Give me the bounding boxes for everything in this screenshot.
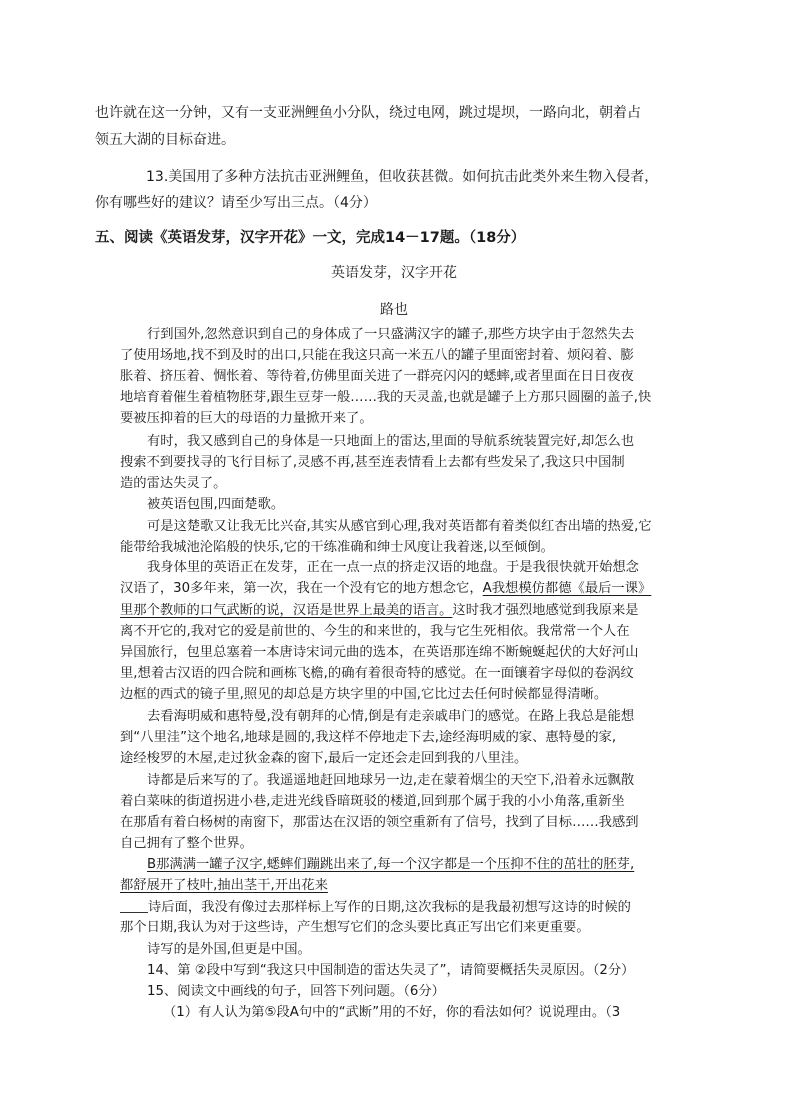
intro-line-2: 领五大湖的目标奋进。	[95, 132, 235, 148]
p1-line-3: 胀着、挤压着、惆怅着、等待着,仿佛里面关进了一群亮闪闪的蟋蟀,或者里面在日日夜夜	[120, 369, 634, 384]
p6-line-1: 去看海明威和惠特曼,没有朝拜的心情,倒是有走亲戚串门的感觉。在路上我总是能想	[147, 709, 635, 724]
question-15: 15、阅读文中画线的句子，回答下列问题。（6分）	[147, 984, 445, 999]
p2-line-3: 造的雷达失灵了。	[120, 476, 227, 491]
p7-line-1: 诗都是后来写的了。我遥遥地赶回地球另一边,走在蒙着烟尘的天空下,沿着永远飘散	[147, 773, 635, 788]
question-13-line-1: 13.美国用了多种方法抗击亚洲鲤鱼，但收获甚微。如何抗击此类外来生物入侵者，	[146, 169, 659, 185]
p1-line-1: 行到国外,忽然意识到自己的身体成了一只盛满汉字的罐子,那些方块字由于忽然失去	[147, 327, 635, 342]
p1-line-2: 了使用场地,找不到及时的出口,只能在我这只高一米五八的罐子里面密封着、烦闷着、膨	[120, 348, 634, 363]
underlined-sentence-b-line-2: 都舒展开了枝叶,抽出茎干,开出花来	[120, 878, 328, 893]
question-14: 14、第 ②段中写到“我这只中国制造的雷达失灵了”，请简要概括失灵原因。（2分）	[147, 963, 635, 978]
section-5-heading: 五、阅读《英语发芽，汉字开花》一文，完成14－17题。（18分）	[95, 230, 526, 246]
p2-line-2: 搜索不到要找寻的飞行目标了,灵感不再,甚至连表情看上去都有些发呆了,我这只中国制	[120, 455, 625, 470]
p9-line-1	[120, 898, 631, 917]
question-15-1: （1）有人认为第⑤段A句中的“武断”用的不好，你的看法如何？说说理由。（3	[163, 1005, 621, 1020]
p1-line-4: 地培育着催生着植物胚芽,跟生豆芽一般……我的天灵盖,也就是罐子上方那只圆圈的盖子,快	[120, 390, 652, 405]
p4-line-1: 可是这楚歌又让我无比兴奋,其实从感官到心理,我对英语都有着类似红杏出墙的热爱,它	[147, 519, 652, 534]
p5-line-4: 离不开它的,我对它的爱是前世的、今生的和来世的，我与它生死相依。我常常一个人在	[120, 624, 630, 639]
question-13-line-2: 你有哪些好的建议？请至少写出三点。（4分）	[95, 195, 377, 211]
p6-line-3: 途经梭罗的木屋,走过狄金森的窗下,最后一定还会走回到我的八里洼。	[120, 751, 528, 766]
p3-line-1: 被英语包围,四面楚歌。	[147, 497, 285, 512]
p4-line-2: 能带给我城池沦陷般的快乐,它的干练准确和绅士风度让我着迷,以至倾倒。	[120, 540, 554, 555]
p7-line-3: 在那盾有着白杨树的南窗下，那雷达在汉语的领空重新有了信号，找到了目标……我感到	[120, 815, 639, 830]
p1-line-5: 要被压抑着的巨大的母语的力量掀开来了。	[120, 411, 373, 426]
p5-line-3	[120, 602, 639, 620]
p5-line-5: 异国旅行，包里总塞着一本唐诗宋词元曲的选本，在英语那连绵不断蜿蜒起伏的大好河山	[120, 645, 639, 660]
blank-line	[120, 898, 148, 913]
intro-line-1: 也许就在这一分钟，又有一支亚洲鲤鱼小分队，绕过电网，跳过堤坝，一路向北，朝着占	[95, 105, 641, 121]
p9-line-2: 那个日期,我认为对于这些诗，产生想写它们的念头要比真正写出它们来更重要。	[120, 920, 590, 935]
p7-line-2: 着白菜味的街道拐进小巷,走进光线昏暗斑驳的楼道,回到那个属于我的小小角落,重新坐	[120, 794, 625, 809]
p7-line-4: 自己拥有了整个世界。	[120, 836, 253, 851]
article-title: 英语发芽，汉字开花	[331, 265, 457, 281]
underlined-sentence-b-line-1: B那满满一罐子汉字,蟋蟀们蹦跳出来了,每一个汉字都是一个压抑不住的茁壮的胚芽,	[147, 857, 635, 872]
p5-line-6: 里,想着古汉语的四合院和画栋飞檐,的确有着很奇特的感觉。在一面镶着字母似的卷涡纹	[120, 666, 634, 681]
p5-line-1: 我身体里的英语正在发芽，正在一点一点的挤走汉语的地盘。于是我很快就开始想念	[147, 560, 639, 575]
p10-line-1: 诗写的是外国,但更是中国。	[147, 942, 311, 957]
p9-line-1-text: 诗后面，我没有像过去那样标上写作的日期,这次我标的是我最初想写这诗的时候的	[148, 900, 631, 915]
p6-line-2: 到“八里洼”这个地名,地球是圆的,我这样不停地走下去,途经海明威的家、惠特曼的家,	[120, 730, 617, 745]
underlined-sentence-a-end: 里那个教师的口气武断的说，汉语是世界上最美的语言。	[120, 603, 453, 618]
p5-line-3-text: 这时我才强烈地感觉到我原来是	[452, 603, 639, 618]
underlined-sentence-a-start: A我想模仿都德《最后一课》	[482, 581, 652, 596]
p5-line-7: 边框的西式的镜子里,照见的却总是方块字里的中国,它比过去任何时候都显得清晰。	[120, 687, 608, 702]
p5-line-2	[120, 580, 651, 598]
p5-line-2-text: 汉语了，30多年来，第一次，我在一个没有它的地方想念它，	[120, 581, 483, 596]
article-author: 路也	[380, 302, 408, 318]
p2-line-1: 有时，我又感到自己的身体是一只地面上的雷达,里面的导航系统装置完好,却怎么也	[147, 434, 635, 449]
